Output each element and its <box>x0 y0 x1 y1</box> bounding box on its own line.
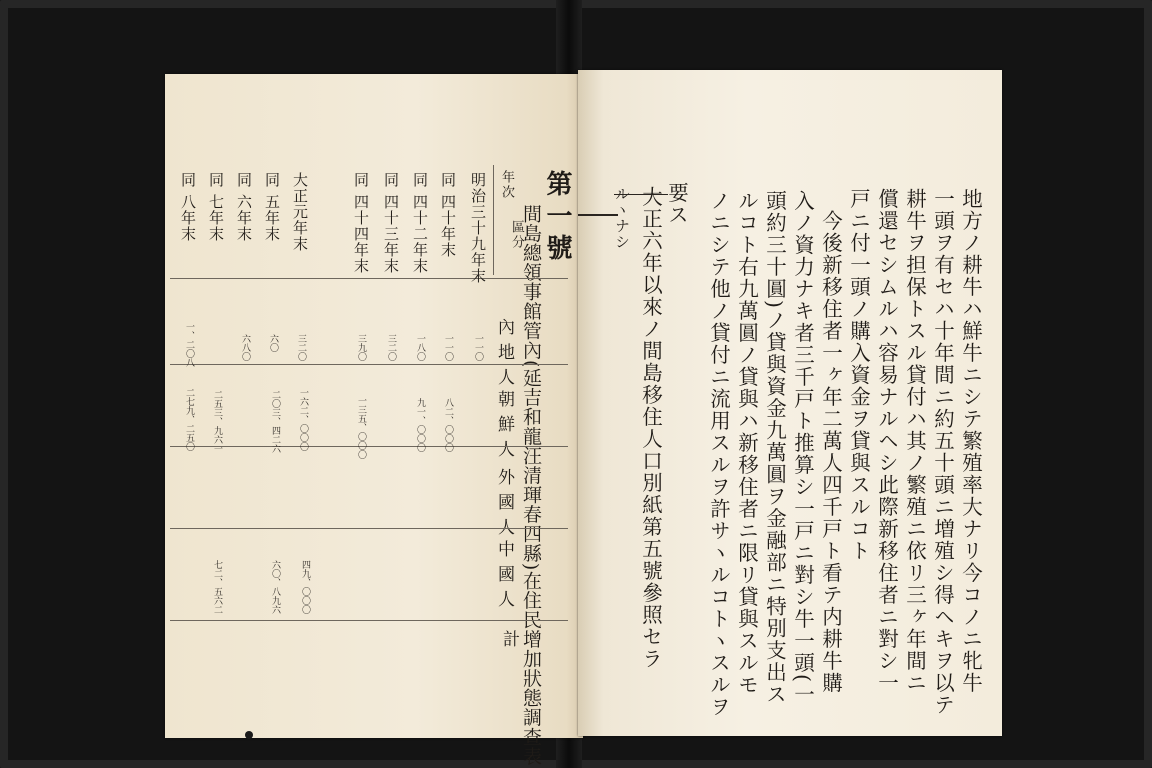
cell-chugoku: 四九、〇〇〇 <box>300 560 310 614</box>
ink-dot <box>245 731 253 739</box>
row-label: 同 六年末 <box>235 172 253 242</box>
body-column: 入ノ資力ナキ者三千戸ト推算シ一戸ニ對シ牛一頭(一 <box>790 190 815 706</box>
row-label: 同 八年末 <box>179 172 197 242</box>
cell-chosen: 九一、〇〇〇 <box>415 398 425 452</box>
table-divider-diagonal <box>493 165 494 275</box>
table-rule <box>170 446 568 447</box>
col-header-naichi: 內地人 <box>494 318 514 393</box>
cell-chosen: 八二、〇〇〇 <box>443 398 453 452</box>
row-label: 明治三十九年末 <box>469 172 487 284</box>
body-column: 頭約三十圓)ノ貸與資金九萬圓ヲ金融部ニ特別支出ス <box>762 190 787 706</box>
col-header-gaikoku: 外國人 <box>494 468 514 543</box>
body-column: 今後新移住者一ヶ年二萬人四千戸ト看テ内耕牛購 <box>818 210 843 694</box>
body-column: ノニシテ他ノ貸付ニ流用スルヲ許サヽルコトヽスルヲ <box>706 190 731 718</box>
row-label: 同 五年末 <box>263 172 281 242</box>
row-label: 同 七年末 <box>207 172 225 242</box>
body-column: 一頭ヲ有セハ十年間ニ約五十頭ニ増殖シ得ヘキヲ以テ <box>930 188 955 716</box>
cell-naichi: 三二〇 <box>296 334 306 361</box>
area-header: 區分 <box>509 220 524 250</box>
cell-naichi: 一一〇 <box>443 334 453 361</box>
cell-chosen: 二五三、九六一 <box>212 390 222 453</box>
cell-naichi: 一一〇 <box>473 334 483 361</box>
table-rule <box>170 278 568 279</box>
row-label: 同 四十年末 <box>439 172 457 258</box>
cell-chosen: 一六二、〇〇〇 <box>298 388 308 451</box>
cell-naichi: 一、二〇八 <box>184 322 194 367</box>
cell-naichi: 三二〇 <box>386 334 396 361</box>
cell-naichi: 一八〇 <box>415 334 425 361</box>
row-label: 大正元年末 <box>291 172 309 252</box>
table-title: 間島總領事館管內(延吉和龍汪清琿春四縣)在住民增加狀態調查表 <box>520 204 542 766</box>
row-label: 同 四十二年末 <box>411 172 429 274</box>
document-number: 第一號 <box>542 170 572 266</box>
table-rule <box>170 528 568 529</box>
body-column: ルコト右九萬圓ノ貸與ハ新移住者ニ限リ貸與スルモ <box>734 190 759 696</box>
row-label: 同 四十四年末 <box>352 172 370 274</box>
body-column: 地方ノ耕牛ハ鮮牛ニシテ繁殖率大ナリ今コノニ牝牛 <box>958 188 983 694</box>
cell-chugoku: 六〇、八九六 <box>270 560 280 614</box>
cell-naichi: 六〇 <box>268 334 278 352</box>
table-rule <box>170 364 568 365</box>
body-column: 大正六年以來ノ間島移住人口別紙第五號參照セラ <box>638 186 663 670</box>
strike-mark <box>614 194 668 195</box>
cell-chugoku: 七二、五六二 <box>212 560 222 614</box>
cell-chosen: 二七九、二五〇 <box>184 388 194 451</box>
margin-note: ルヽナシ <box>613 186 631 250</box>
col-header-chugoku: 中國人 <box>494 540 514 615</box>
body-column: 償還セシムルハ容易ナルヘシ此際新移住者ニ對シ一 <box>874 188 899 694</box>
cell-naichi: 三九〇 <box>356 334 366 361</box>
insertion-mark <box>578 214 618 216</box>
cell-chosen: 一三五、〇〇〇 <box>356 396 366 459</box>
cell-naichi: 六八〇 <box>240 334 250 361</box>
col-header-total: 計 <box>499 630 519 655</box>
col-header-chosen: 朝鮮人 <box>494 390 514 465</box>
body-column: 耕牛ヲ担保トスル貸付ハ其ノ繁殖ニ依リ三ヶ年間ニ <box>902 188 927 694</box>
body-column: 戸ニ付一頭ノ購入資金ヲ貸與スルコト <box>846 188 871 562</box>
year-header: 年次 <box>499 170 514 200</box>
table-rule <box>170 620 568 621</box>
cell-chosen: 二〇三、四二六 <box>270 390 280 453</box>
body-column: 要ス <box>664 182 689 226</box>
row-label: 同 四十三年末 <box>382 172 400 274</box>
